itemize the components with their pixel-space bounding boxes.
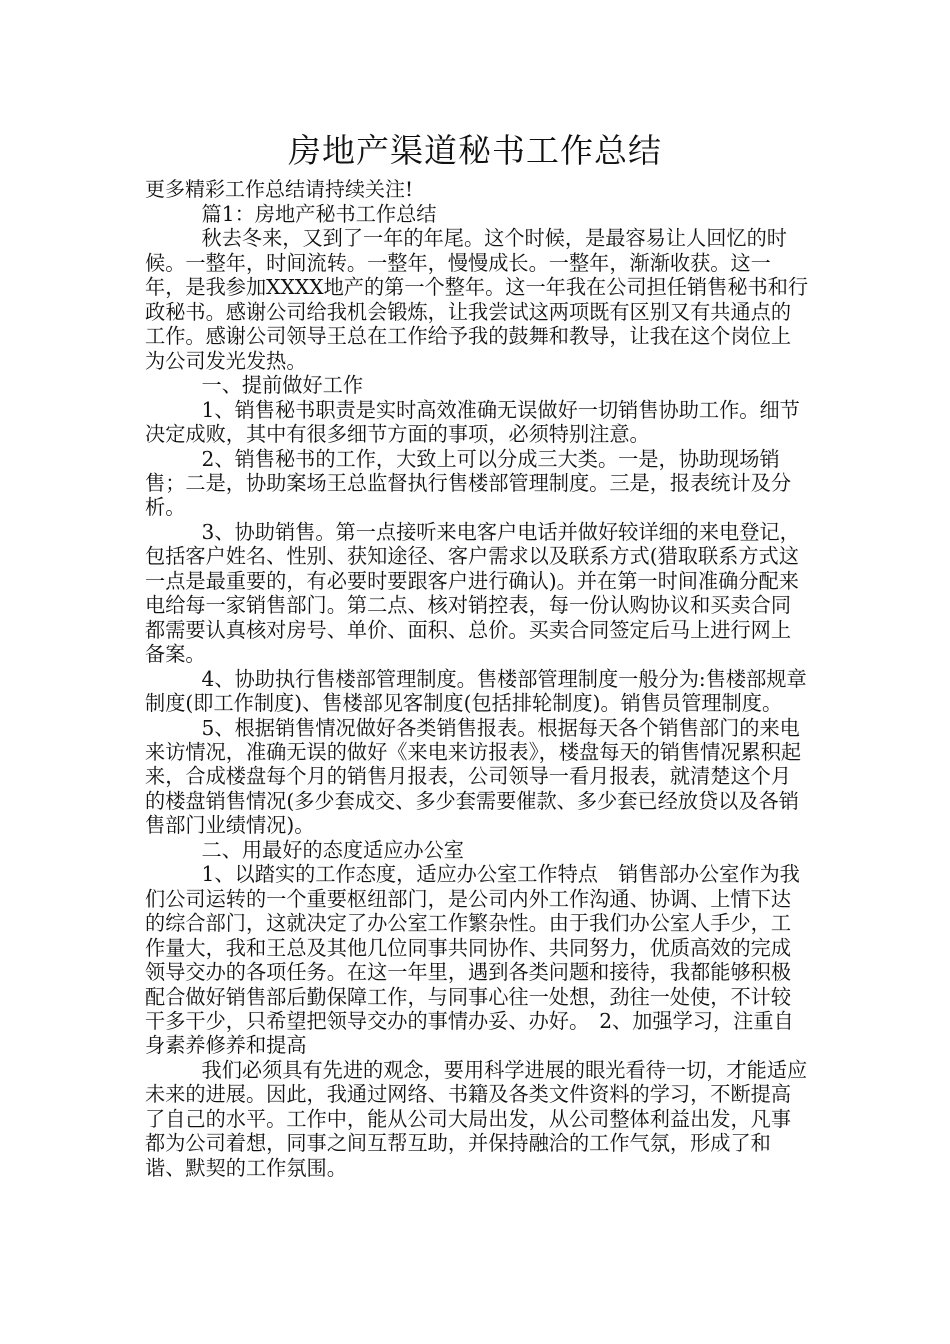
paragraph: 5、根据销售情况做好各类销售报表。根据每天各个销售部门的来电来访情况，准确无误的做好《来电来访报表》，楼盘每天的销售情况累积起来，合成楼盘每个月的销售月报表，公司领导一看月报表，就清楚这个月的楼盘销售情况(多少套成交、多少套需要催款、多少套已经放贷以及各销售部门业绩情况)。 xyxy=(145,715,802,838)
article-heading: 篇1：房地产秘书工作总结 xyxy=(201,202,437,226)
intro-paragraph: 秋去冬来，又到了一年的年尾。这个时候，是最容易让人回忆的时候。一整年，时间流转。一整年，慢慢成长。一整年，渐渐收获。这一年，是我参加XXXX地产的第一个整年。这一年我在公司担任销售秘书和行政秘书。感谢公司给我机会锻炼，让我尝试这两项既有区别又有共通点的工作。感谢公司领导王总在工作给予我的鼓舞和教导，让我在这个岗位上为公司发光发热。 xyxy=(145,226,809,373)
paragraph: 4、协助执行售楼部管理制度。售楼部管理制度一般分为:售楼部规章制度(即工作制度)、售楼部见客制度(包括排轮制度)。销售员管理制度。 xyxy=(145,666,807,716)
document-title: 房地产渠道秘书工作总结 xyxy=(288,131,662,170)
paragraph: 3、协助销售。第一点接听来电客户电话并做好较详细的来电登记，包括客户姓名、性别、获知途径、客户需求以及联系方式(猎取联系方式这一点是最重要的，有必要时要跟客户进行确认)。并在第一时间准确分配来电给每一家销售部门。第二点、核对销控表，每一份认购协议和买卖合同都需要认真核对房号、单价、面积、总价。买卖合同签定后马上进行网上备案。 xyxy=(145,519,800,667)
paragraph: 2、销售秘书的工作，大致上可以分成三大类。一是，协助现场销售；二是，协助案场王总监督执行售楼部管理制度。三是，报表统计及分析。 xyxy=(145,446,792,520)
document-subtitle: 更多精彩工作总结请持续关注! xyxy=(145,177,414,201)
document-body xyxy=(145,202,810,1180)
paragraph: 1、销售秘书职责是实时高效准确无误做好一切销售协助工作。细节决定成败，其中有很多细节方面的事项，必须特别注意。 xyxy=(145,397,800,447)
paragraph: 1、以踏实的工作态度，适应办公室工作特点 销售部办公室作为我们公司运转的一个重要枢纽部门，是公司内外工作沟通、协调、上情下达的综合部门，这就决定了办公室工作繁杂性。由于我们办公室人手少，工作量大，我和王总及其他几位同事共同协作、共同努力，优质高效的完成领导交办的各项任务。在这一年里，遇到各类问题和接待，我都能够积极配合做好销售部后勤保障工作，与同事心往一处想，劲往一处使，不计较干多干少，只希望把领导交办的事情办妥、办好。 2、加强学习，注重自身素养修养和提高 xyxy=(145,862,800,1058)
section-heading-1: 一、提前做好工作 xyxy=(201,373,364,398)
section-heading-2: 二、用最好的态度适应办公室 xyxy=(201,837,464,862)
paragraph: 我们必须具有先进的观念，要用科学进展的眼光看待一切，才能适应未来的进展。因此，我通过网络、书籍及各类文件资料的学习，不断提高了自己的水平。工作中，能从公司大局出发，从公司整体利益出发，凡事都为公司着想，同事之间互帮互助，并保持融洽的工作气氛，形成了和谐、默契的工作氛围。 xyxy=(145,1057,808,1180)
